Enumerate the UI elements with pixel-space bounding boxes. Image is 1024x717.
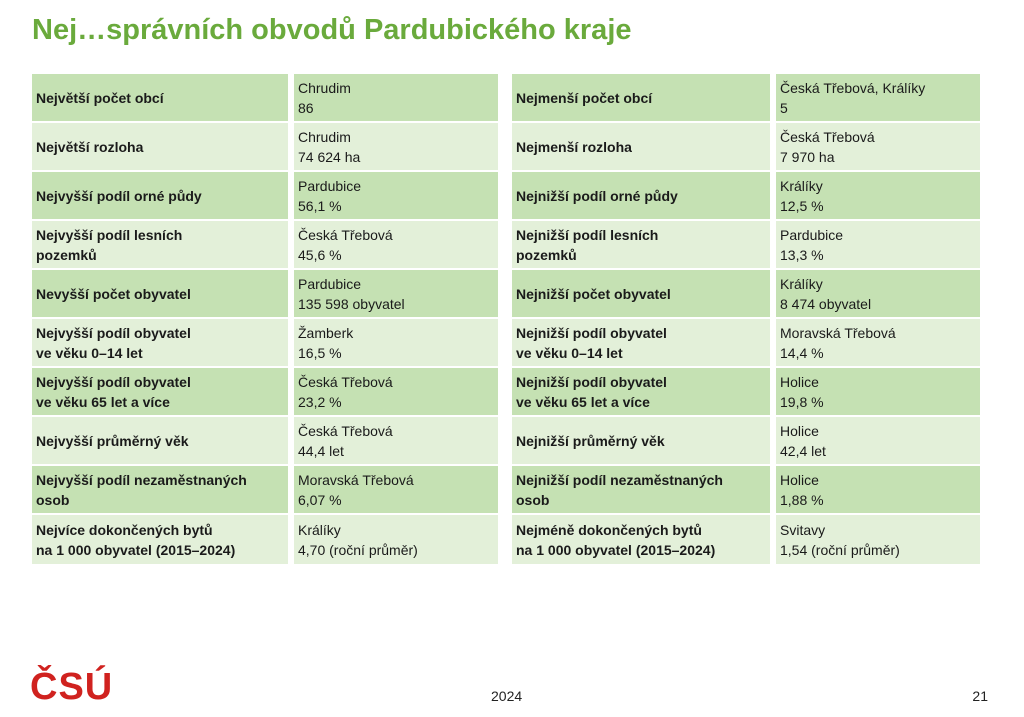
page-number: 21 — [972, 688, 988, 704]
table-row — [32, 123, 498, 172]
table-row — [512, 221, 980, 270]
stat-value: 42,4 let — [780, 442, 826, 459]
row-label: Nejvíce dokončených bytů na 1 000 obyvatel (2015–2024) — [32, 515, 294, 564]
stat-value: 23,2 % — [298, 393, 342, 410]
table-row — [32, 368, 498, 417]
stat-value: 7 970 ha — [780, 148, 835, 165]
row-label: Nejvyšší průměrný věk — [32, 417, 294, 466]
table-row — [512, 270, 980, 319]
row-value — [776, 368, 980, 417]
stat-value: 19,8 % — [780, 393, 824, 410]
table-row — [512, 417, 980, 466]
place-name: Moravská Třebová — [780, 324, 896, 341]
table-row — [512, 368, 980, 417]
csu-logo: ČSÚ — [30, 666, 114, 708]
row-value — [294, 123, 498, 172]
place-name: Chrudim — [298, 79, 351, 96]
row-value — [776, 319, 980, 368]
place-name: Chrudim — [298, 128, 351, 145]
stat-value: 44,4 let — [298, 442, 344, 459]
row-label: Největší počet obcí — [32, 74, 294, 123]
place-name: Holice — [780, 471, 819, 488]
place-name: Svitavy — [780, 521, 826, 538]
row-value — [776, 270, 980, 319]
row-value — [294, 368, 498, 417]
row-value — [294, 172, 498, 221]
place-name: Česká Třebová — [298, 422, 393, 439]
stat-value: 56,1 % — [298, 197, 342, 214]
row-value — [776, 466, 980, 515]
row-label: Nejnižší podíl lesních pozemků — [512, 221, 776, 270]
row-label: Největší rozloha — [32, 123, 294, 172]
table-row — [512, 319, 980, 368]
row-label: Nejvyšší podíl nezaměstnaných osob — [32, 466, 294, 515]
row-value — [294, 515, 498, 564]
row-label: Nejvyšší podíl lesních pozemků — [32, 221, 294, 270]
place-name: Česká Třebová — [298, 226, 393, 243]
footer-year: 2024 — [491, 688, 523, 704]
stat-value: 16,5 % — [298, 344, 342, 361]
row-label: Nejmenší rozloha — [512, 123, 776, 172]
row-value — [294, 466, 498, 515]
row-value — [294, 319, 498, 368]
stat-value: 13,3 % — [780, 246, 824, 263]
table-row — [32, 221, 498, 270]
row-label: Nejvyšší podíl orné půdy — [32, 172, 294, 221]
stat-value: 45,6 % — [298, 246, 342, 263]
stat-value: 1,88 % — [780, 491, 824, 508]
stat-value: 1,54 (roční průměr) — [780, 541, 900, 558]
place-name: Pardubice — [780, 226, 844, 243]
table-row — [512, 123, 980, 172]
slide-title: Nej…správních obvodů Pardubického kraje — [32, 14, 632, 46]
table-row — [32, 172, 498, 221]
stat-value: 135 598 obyvatel — [298, 295, 405, 312]
stat-value: 14,4 % — [780, 344, 824, 361]
table-row — [32, 466, 498, 515]
row-value — [776, 515, 980, 564]
stat-value: 74 624 ha — [298, 148, 361, 165]
place-name: Česká Třebová — [298, 373, 393, 390]
row-label: Nejnižší počet obyvatel — [512, 270, 776, 319]
row-label: Nejnižší průměrný věk — [512, 417, 776, 466]
table-row — [512, 74, 980, 123]
maxima-table — [32, 74, 498, 564]
table-row — [32, 74, 498, 123]
row-label: Nejvyšší podíl obyvatel ve věku 65 let a více — [32, 368, 294, 417]
row-value — [294, 74, 498, 123]
row-label: Nejnižší podíl obyvatel ve věku 65 let a více — [512, 368, 776, 417]
place-name: Česká Třebová, Králíky — [780, 79, 926, 96]
place-name: Moravská Třebová — [298, 471, 414, 488]
place-name: Králíky — [298, 521, 341, 538]
row-value — [294, 270, 498, 319]
table-row — [32, 515, 498, 564]
row-label: Nejvyšší podíl obyvatel ve věku 0–14 let — [32, 319, 294, 368]
row-label: Nejmenší počet obcí — [512, 74, 776, 123]
row-label: Nevyšší počet obyvatel — [32, 270, 294, 319]
row-label: Nejméně dokončených bytů na 1 000 obyvatel (2015–2024) — [512, 515, 776, 564]
table-row — [32, 319, 498, 368]
stat-value: 12,5 % — [780, 197, 824, 214]
table-row — [32, 270, 498, 319]
place-name: Holice — [780, 422, 819, 439]
row-value — [776, 172, 980, 221]
table-row — [512, 466, 980, 515]
row-value — [776, 74, 980, 123]
place-name: Holice — [780, 373, 819, 390]
row-value — [776, 123, 980, 172]
row-value — [294, 221, 498, 270]
stat-value: 8 474 obyvatel — [780, 295, 872, 312]
row-value — [294, 417, 498, 466]
table-row — [512, 172, 980, 221]
row-label: Nejnižší podíl nezaměstnaných osob — [512, 466, 776, 515]
place-name: Česká Třebová — [780, 128, 875, 145]
place-name: Pardubice — [298, 275, 362, 292]
minima-table — [512, 74, 980, 564]
stat-value: 4,70 (roční průměr) — [298, 541, 418, 558]
row-label: Nejnižší podíl obyvatel ve věku 0–14 let — [512, 319, 776, 368]
place-name: Králíky — [780, 275, 823, 292]
stat-value: 5 — [780, 99, 788, 116]
row-value — [776, 221, 980, 270]
stat-value: 6,07 % — [298, 491, 342, 508]
row-value — [776, 417, 980, 466]
row-label: Nejnižší podíl orné půdy — [512, 172, 776, 221]
table-row — [32, 417, 498, 466]
table-row — [512, 515, 980, 564]
place-name: Králíky — [780, 177, 823, 194]
place-name: Pardubice — [298, 177, 362, 194]
place-name: Žamberk — [298, 324, 354, 341]
stat-value: 86 — [298, 99, 314, 116]
